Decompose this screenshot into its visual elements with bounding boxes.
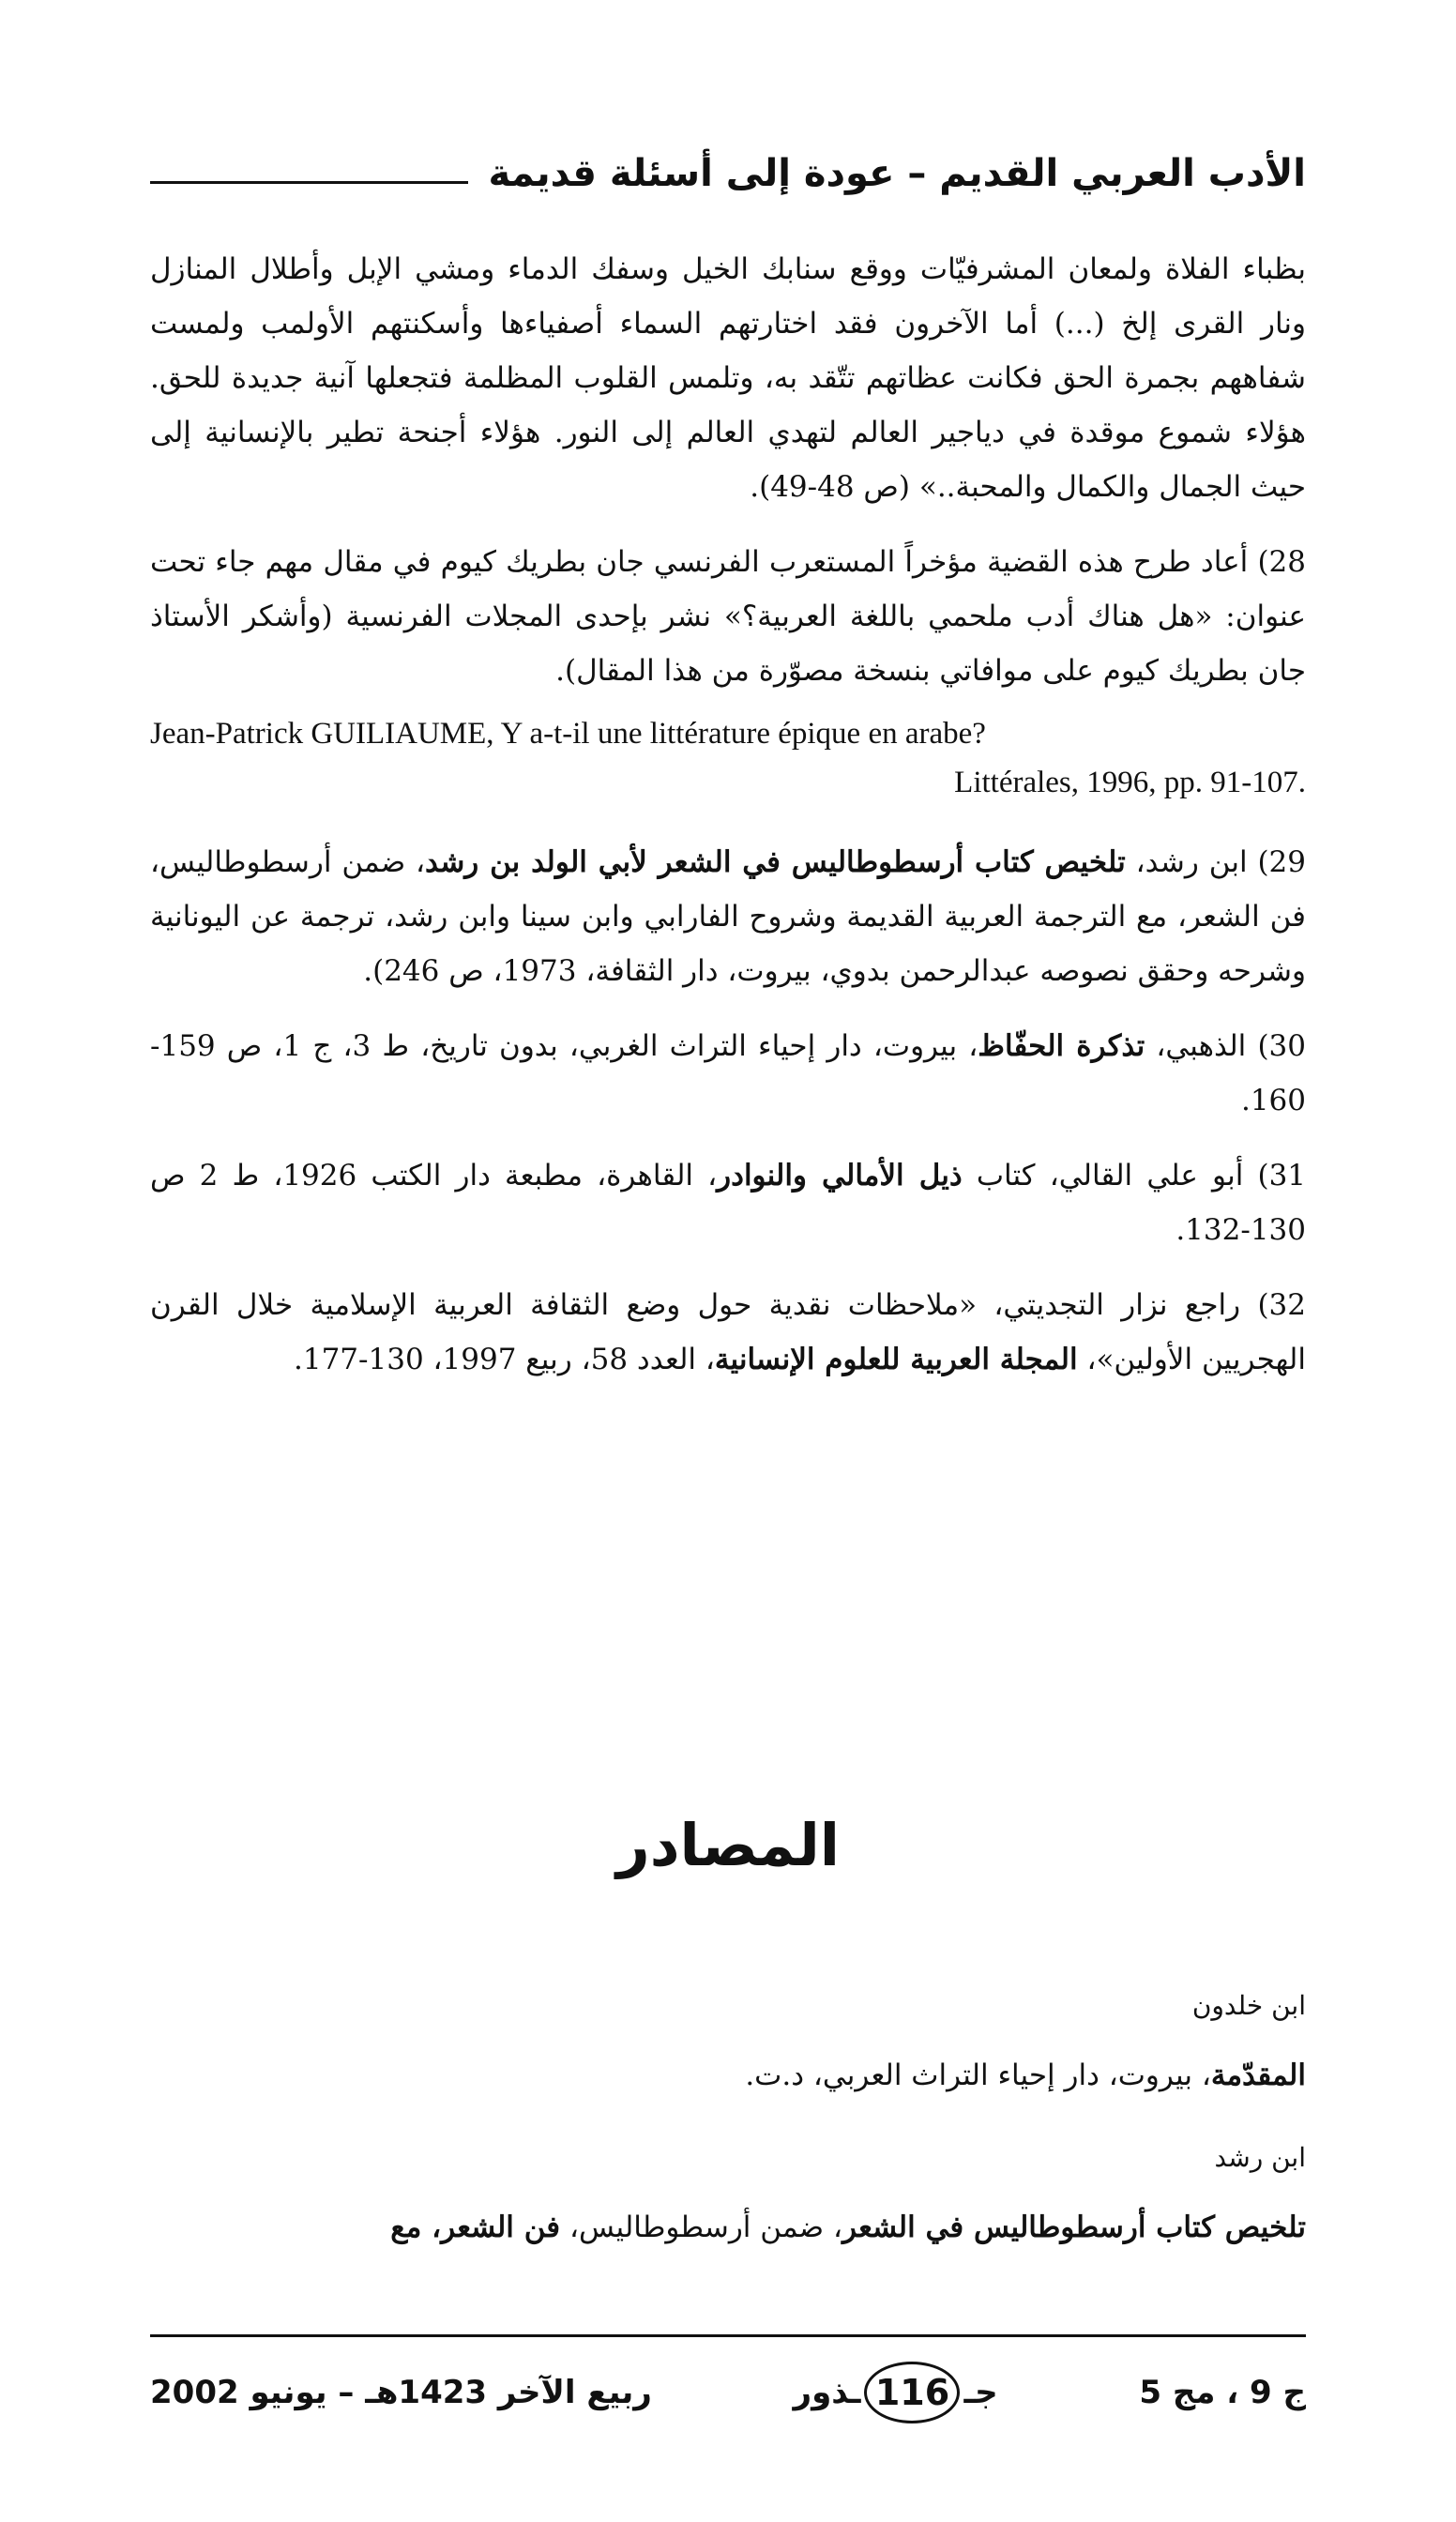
footer-rule <box>150 2334 1306 2337</box>
note-29-details: ، ضمن أرسطوطاليس، فن الشعر، مع الترجمة العربية القديمة وشروح الفارابي وابن سينا وابن رشد، ترجمة عن اليونانية وشرحه وحقق نصوصه عبدالرحمن بدوي، بيروت، دار الثقافة، 1973، ص 246). <box>150 845 1306 988</box>
page-footer <box>150 2355 1306 2430</box>
note-32-details: ، العدد 58، ربيع 1997، 130-177. <box>293 1343 715 1376</box>
note-29-title: تلخيص كتاب أرسطوطاليس في الشعر لأبي الولد بن رشد <box>425 845 1126 879</box>
note-29-author: 29) ابن رشد، <box>1125 845 1306 879</box>
journal-logo-right: ـذور <box>793 2374 861 2411</box>
sources-list <box>150 1980 1306 2284</box>
note-31-title: ذيل الأمالي والنوادر <box>717 1159 963 1193</box>
source-work-2-title2: فن الشعر <box>441 2211 561 2244</box>
footer-issue: ج 9 ، مج 5 <box>1139 2374 1306 2411</box>
sources-heading: المصادر <box>616 1811 840 1879</box>
note-28-reference <box>150 709 1306 807</box>
note-30-details: ، بيروت، دار إحياء التراث الغربي، بدون تاريخ، ط 3، ج 1، ص 159-160. <box>150 1029 1306 1117</box>
source-work-1-details: ، بيروت، دار إحياء التراث العربي، د.ت. <box>745 2059 1211 2092</box>
note-30-title: تذكرة الحفّاظ <box>978 1029 1145 1063</box>
running-header-title: الأدب العربي القديم – عودة إلى أسئلة قديمة <box>488 152 1306 195</box>
note-continuation: بظباء الفلاة ولمعان المشرفيّات ووقع سنابك الخيل وسفك الدماء ومشي الإبل وأطلال المنازل ونار القرى إلخ (...) أما الآخرون فقد اختارتهم السماء أصفياءها وأسكنتهم الأولمب ولمست شفاههم بجمرة الحق فكانت عظاتهم تتّقد به، وتلمس القلوب المظلمة فتجعلها آنية جديدة للحق. هؤلاء شموع موقدة في دياجير العالم لتهدي العالم إلى النور. هؤلاء أجنحة تطير بالإنسانية إلى حيث الجمال والكمال والمحبة..» (ص 48-49). <box>150 252 1306 504</box>
source-work-2-end: ، مع <box>390 2211 442 2244</box>
source-work-2-title: تلخيص كتاب أرسطوطاليس في الشعر <box>842 2211 1306 2244</box>
note-31 <box>150 1148 1306 1257</box>
note-32-title: المجلة العربية للعلوم الإنسانية <box>714 1343 1078 1376</box>
note-28-reference-line1: Jean-Patrick GUILIAUME, Y a-t-il une littérature épique en arabe? <box>150 717 986 751</box>
note-30-author: 30) الذهبي، <box>1145 1029 1306 1063</box>
footer-date: ربيع الآخر 1423هـ – يونيو 2002 <box>150 2374 652 2411</box>
note-31-author: 31) أبو علي القالي، كتاب <box>962 1159 1307 1193</box>
journal-logo <box>794 2362 998 2423</box>
endnotes <box>150 242 1306 1407</box>
source-author-2: ابن رشد <box>1214 2142 1306 2173</box>
note-31-details: ، القاهرة، مطبعة دار الكتب 1926، ط 2 ص 130-132. <box>150 1159 1306 1247</box>
source-work-2 <box>150 2201 1306 2254</box>
page-number: 116 <box>864 2362 960 2423</box>
header-rule <box>150 181 468 184</box>
source-work-1 <box>150 2049 1306 2102</box>
note-28: 28) أعاد طرح هذه القضية مؤخراً المستعرب الفرنسي جان بطريك كيوم في مقال مهم جاء تحت عنوان: «هل هناك أدب ملحمي باللغة العربية؟» نشر بإحدى المجلات الفرنسية (وأشكر الأستاذ جان بطريك كيوم على موافاتي بنسخة مصوّرة من هذا المقال). <box>150 545 1306 688</box>
note-30 <box>150 1019 1306 1128</box>
journal-logo-left: جـ <box>963 2374 998 2411</box>
source-work-2-mid: ، ضمن أرسطوطاليس، <box>560 2211 842 2244</box>
running-header <box>150 141 1306 206</box>
note-32-author: 32) راجع نزار التجديتي، «ملاحظات نقدية حول وضع الثقافة العربية الإسلامية خلال القرن الهجريين الأولين»، <box>150 1288 1306 1376</box>
note-32 <box>150 1278 1306 1387</box>
note-28-reference-line2: Littérales, 1996, pp. 91-107. <box>954 766 1306 799</box>
source-work-1-title: المقدّمة <box>1210 2059 1306 2092</box>
source-author-1: ابن خلدون <box>1191 1990 1306 2021</box>
note-29 <box>150 835 1306 998</box>
